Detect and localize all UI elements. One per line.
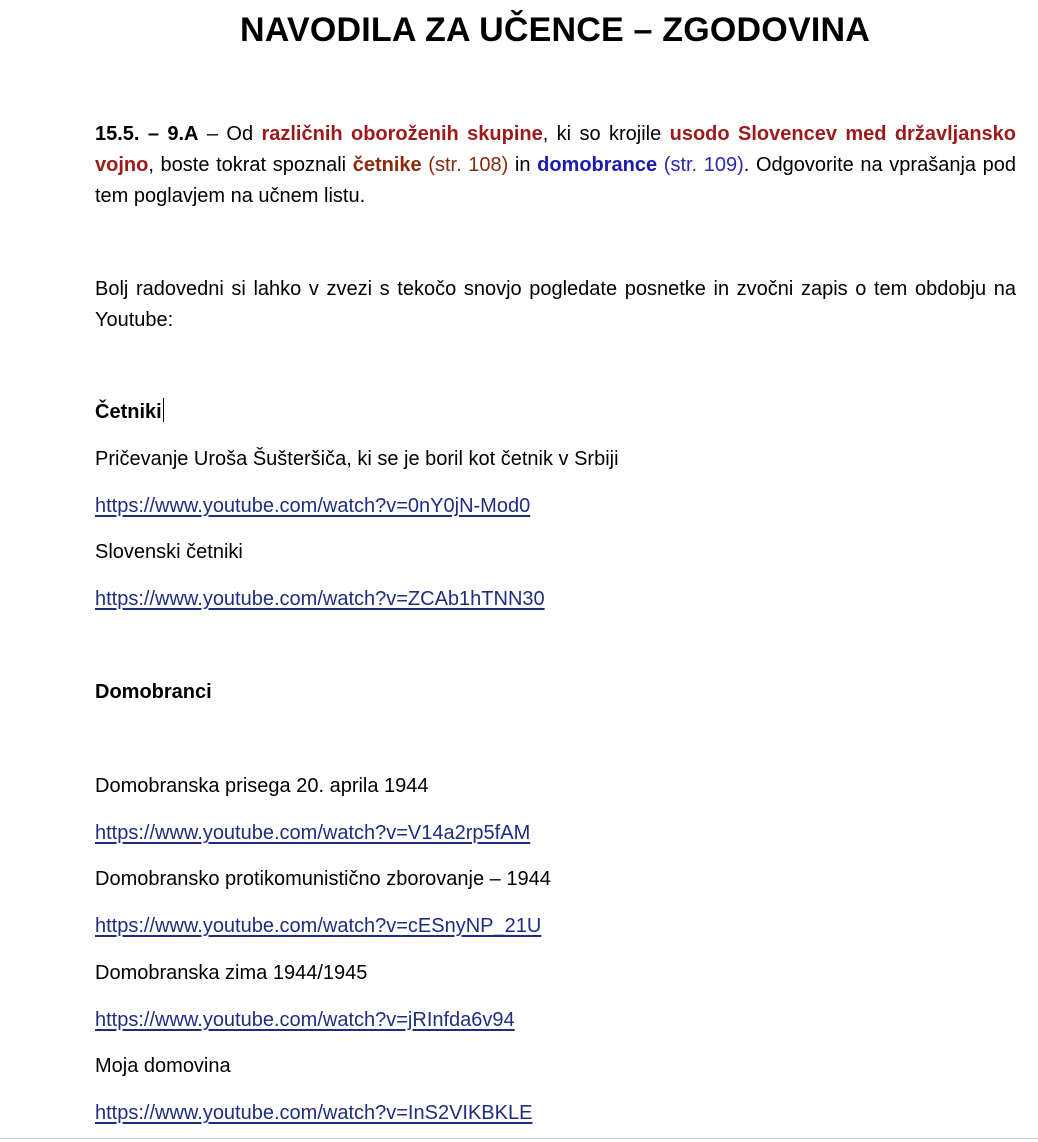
- intro-text: in: [508, 154, 538, 176]
- video-title: Domobranska prisega 20. aprila 1944: [95, 775, 429, 797]
- youtube-link[interactable]: https://www.youtube.com/watch?v=jRInfda6v94: [95, 1009, 515, 1031]
- chetniks-page-ref: (str. 108): [421, 154, 509, 176]
- highlight-chetniks: četnike: [352, 154, 422, 176]
- homeguard-page-ref: (str. 109): [657, 154, 744, 176]
- video-link-item: [95, 818, 530, 849]
- section-heading-domobranci: Domobranci: [95, 681, 212, 703]
- highlight-homeguard: domobrance: [537, 154, 658, 176]
- highlight-fate: usodo Slovencev med državljansko vojno: [95, 123, 1016, 176]
- youtube-link[interactable]: https://www.youtube.com/watch?v=InS2VIKBKLE: [95, 1102, 533, 1124]
- text-cursor: [163, 398, 164, 422]
- section-heading-text: Četniki: [95, 401, 162, 423]
- youtube-link[interactable]: https://www.youtube.com/watch?v=V14a2rp5fAM: [95, 822, 531, 844]
- video-title: Domobranska zima 1944/1945: [95, 962, 368, 984]
- youtube-link[interactable]: https://www.youtube.com/watch?v=cESnyNP_21U: [95, 915, 542, 937]
- curious-paragraph: Bolj radovedni si lahko v zvezi s tekočo snovjo pogledate posnetke in zvočni zapis o tem obdobju na Youtube:: [95, 278, 1016, 331]
- highlight-groups: različnih oboroženih skupine: [261, 123, 543, 145]
- video-link-item: [95, 911, 541, 942]
- video-link-item: [95, 491, 530, 522]
- video-link-item: [95, 1005, 515, 1036]
- intro-text: , boste tokrat spoznali: [148, 154, 353, 176]
- video-link-item: [95, 1098, 532, 1129]
- document-title: NAVODILA ZA UČENCE – ZGODOVINA: [240, 11, 870, 49]
- date-class: 15.5. – 9.A: [95, 123, 199, 145]
- intro-text: – Od: [198, 123, 262, 145]
- page-bottom-border: [0, 1138, 1038, 1139]
- video-title: Moja domovina: [95, 1055, 231, 1077]
- video-title: Slovenski četniki: [95, 541, 243, 563]
- intro-paragraph: [95, 119, 1016, 212]
- video-title: Pričevanje Uroša Šušteršiča, ki se je boril kot četnik v Srbiji: [95, 448, 619, 470]
- video-link-item: [95, 584, 545, 615]
- section-heading-chetniki: [95, 397, 164, 428]
- youtube-link[interactable]: https://www.youtube.com/watch?v=ZCAb1hTNN30: [95, 588, 545, 610]
- video-title: Domobransko protikomunistično zborovanje – 1944: [95, 868, 551, 890]
- intro-text: . Odgovorite na vprašanja pod tem poglavjem na učnem listu.: [95, 154, 1017, 207]
- intro-text: , ki so krojile: [542, 123, 670, 145]
- youtube-link[interactable]: https://www.youtube.com/watch?v=0nY0jN-Mod0: [95, 495, 531, 517]
